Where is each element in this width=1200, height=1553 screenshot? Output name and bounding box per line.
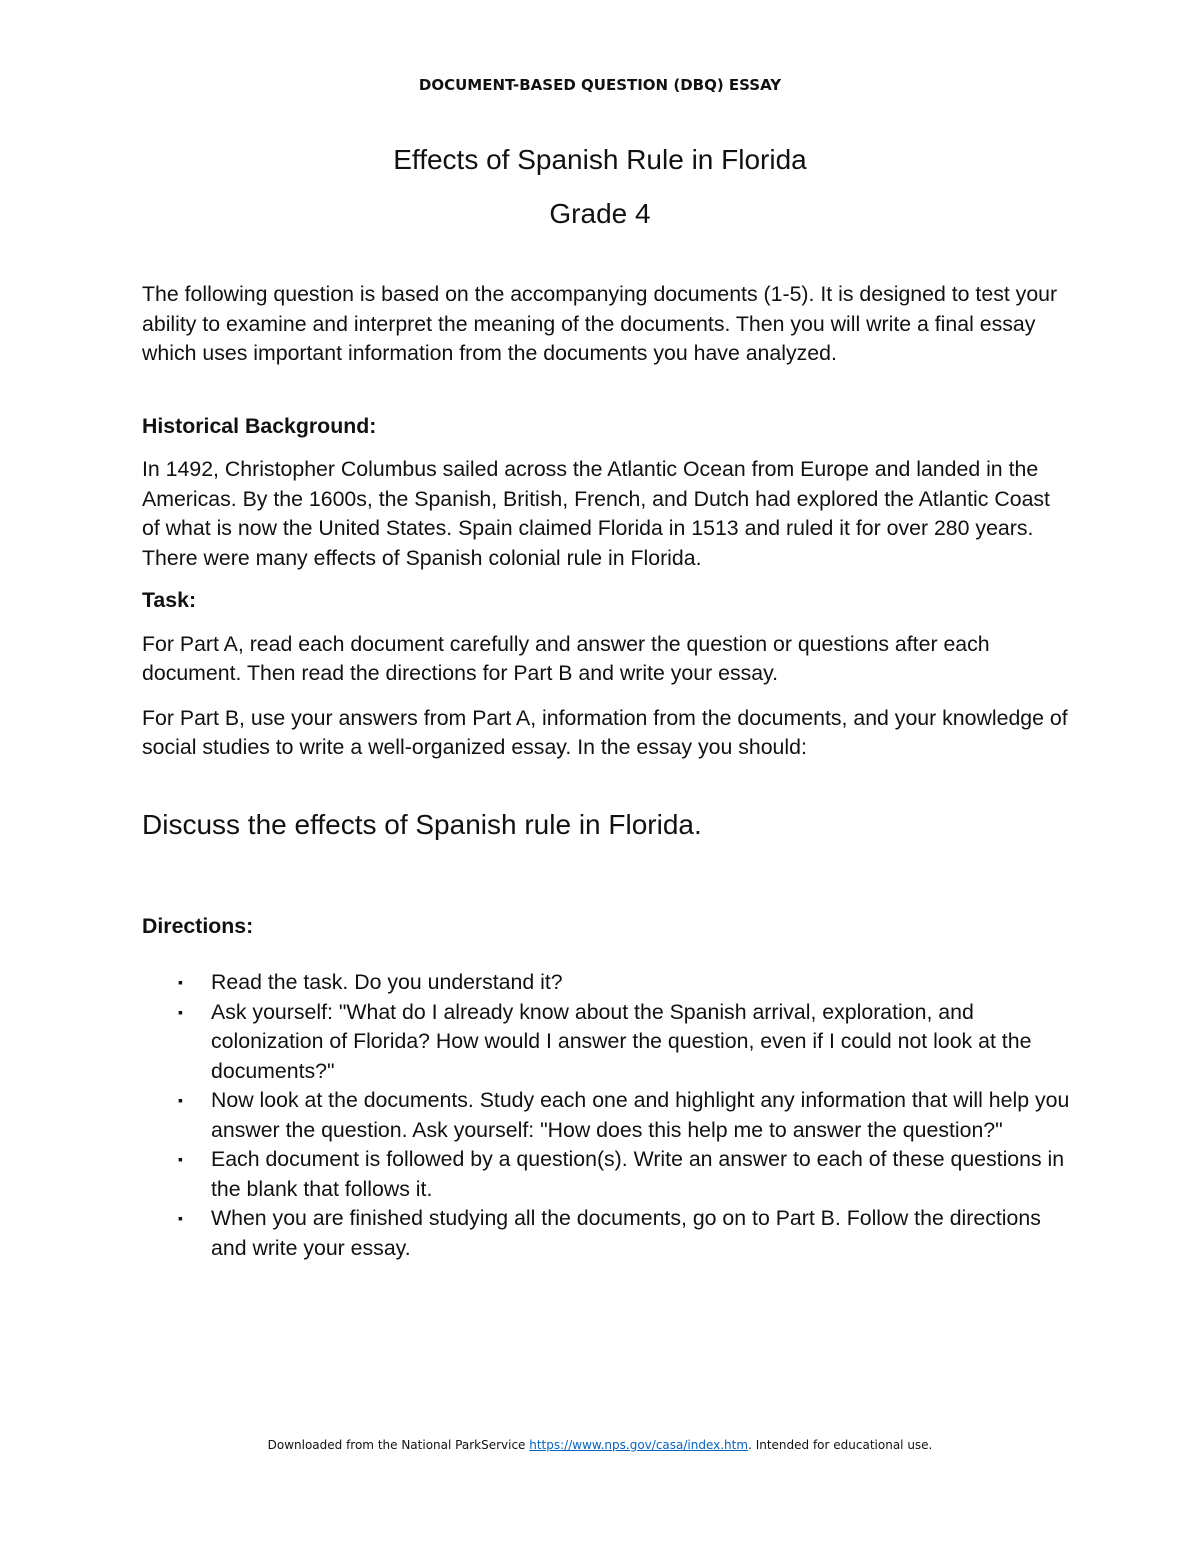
list-item-text: Now look at the documents. Study each one and highlight any information that will help you answer the question. Ask yourself: "How does this help me to answer the question?" (211, 1088, 1070, 1142)
page-footer (0, 1438, 1200, 1452)
task-part-b: For Part B, use your answers from Part A, information from the documents, and your knowledge of social studies to write a well-organized essay. In the essay you should: (142, 705, 1068, 759)
historical-background-text: In 1492, Christopher Columbus sailed across the Atlantic Ocean from Europe and landed in the Americas. By the 1600s, the Spanish, British, French, and Dutch had explored the Atlantic Coast of what is now the United States. Spain claimed Florida in 1513 and ruled it for over 280 years. There were many effects of Spanish colonial rule in Florida. (142, 457, 1050, 570)
list-item-text: Each document is followed by a question(s). Write an answer to each of these questions in the blank that follows it. (211, 1147, 1065, 1201)
list-item-text: Ask yourself: "What do I already know about the Spanish arrival, exploration, and colonization of Florida? How would I answer the question, even if I could not look at the documents?" (211, 999, 1032, 1083)
directions-list (142, 968, 1072, 1263)
square-bullet-icon: ▪ (178, 1151, 183, 1167)
list-item (142, 998, 1072, 1087)
page-title: Effects of Spanish Rule in Florida (393, 144, 807, 175)
task-heading: Task: (142, 588, 197, 612)
footer-suffix: . Intended for educational use. (748, 1438, 933, 1452)
list-item (142, 1086, 1072, 1145)
square-bullet-icon: ▪ (178, 974, 183, 990)
directions-heading: Directions: (142, 913, 254, 938)
list-item (142, 1145, 1072, 1204)
list-item (142, 1204, 1072, 1263)
grade-label: Grade 4 (549, 198, 651, 229)
list-item-text: Read the task. Do you understand it? (211, 970, 563, 994)
historical-background-heading: Historical Background: (142, 413, 377, 438)
list-item-text: When you are finished studying all the documents, go on to Part B. Follow the directions and write your essay. (211, 1206, 1041, 1260)
footer-link[interactable]: https://www.nps.gov/casa/index.htm (529, 1438, 749, 1452)
square-bullet-icon: ▪ (178, 1092, 183, 1108)
essay-prompt: Discuss the effects of Spanish rule in Florida. (142, 808, 702, 840)
square-bullet-icon: ▪ (178, 1210, 183, 1226)
document-header: DOCUMENT-BASED QUESTION (DBQ) ESSAY (418, 76, 782, 94)
square-bullet-icon: ▪ (178, 1003, 183, 1020)
list-item (142, 968, 1072, 998)
main-content (142, 280, 1072, 1263)
footer-prefix: Downloaded from the National ParkService (267, 1438, 530, 1452)
task-part-a: For Part A, read each document carefully and answer the question or questions after each document. Then read the directions for Part B and write your essay. (142, 631, 990, 685)
intro-paragraph: The following question is based on the accompanying documents (1-5). It is designed to test your ability to examine and interpret the meaning of the documents. Then you will write a final essay which uses important information from the documents you have analyzed. (142, 282, 1058, 365)
